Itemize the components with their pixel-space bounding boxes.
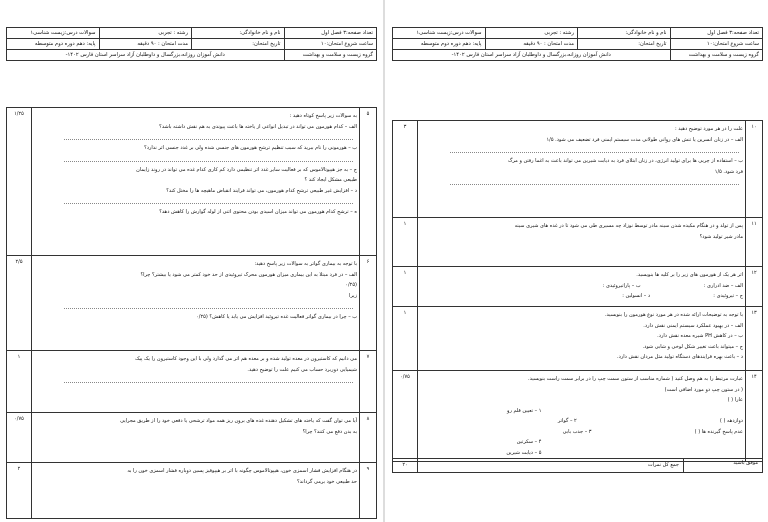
question-number: ۷ <box>360 351 377 413</box>
question-item: زیرا <box>349 292 357 299</box>
question-number: ۱۰ <box>746 121 763 218</box>
header-field: رشته : تجربی <box>99 28 192 39</box>
header-start: ساعت شروع امتحان:۱۰ <box>670 39 763 50</box>
match-right-item: ۵ – دیابت شیرین <box>506 449 542 456</box>
question-number: ۵ <box>360 108 377 256</box>
question-13 <box>392 306 763 371</box>
header-duration: مدت امتحان : ۹۰ دقیقه <box>485 39 578 50</box>
question-body <box>32 413 360 463</box>
question-5 <box>6 107 377 256</box>
question-score: ۰/۷۵ <box>393 371 418 462</box>
question-text: پس از تولد و در هنگام مکیده شدن سینه مادر توسط نوزاد چه مسیری طی می شود تا در غده های شیری سینه <box>514 223 743 229</box>
question-6 <box>6 255 377 351</box>
header-field: رشته : تجربی <box>485 28 578 39</box>
question-text: در هنگام افزایش فشار اسمزی خون، هیپوتالاموس چگونه با اثر بر هیپوفیز پسین دوباره فشار اسمزی خون را به <box>127 468 357 474</box>
match-row <box>420 416 743 427</box>
header-subject: سوالات درس:زیست شناسی۱ <box>7 28 100 39</box>
match-right-item: ۴ – سکرتین <box>516 439 542 445</box>
question-item: الف – ضد ادراری : <box>703 282 743 289</box>
match-left-item: عدم پاسخ گیرنده ها ( ) <box>694 428 743 435</box>
header-audience: دانش آموزان روزانه،بزرگسال و داوطلبان آزاد سراسر استان فارس ۱۴۰۲- <box>393 50 671 61</box>
question-text: عبارت مرتبط را به هم وصل کنید ( شماره مناسب از ستون سمت چپ را در برابر سمت راست بنویسید. <box>528 376 743 382</box>
exam-page-2 <box>0 0 382 522</box>
question-item: د – باعث بهره فرایندهای دستگاه تولید مثل مردان نقش دارد. <box>617 354 743 360</box>
question-item: ب – پاراتیروئیدی : <box>602 282 641 289</box>
question-score: ۱/۲۵ <box>7 108 32 256</box>
question-text: آیا می توان گفت که یاخته های تشکیل دهنده غده های برون ریز همه مواد ترشحی یا دفعی خود را از طریق مجرایی <box>120 418 357 424</box>
total-score: ۲۰ <box>393 459 418 473</box>
question-7 <box>6 350 377 413</box>
page-separator <box>383 0 385 522</box>
question-row <box>420 281 743 292</box>
match-right-item: ۳ – جذب بابی <box>562 428 592 435</box>
question-score: ۱ <box>393 307 418 371</box>
question-12 <box>392 266 763 307</box>
question-item: ه – ترشح کدام هورمون می تواند میزان اسیدی بودن محتوی اثنی از لوله گوارش را کاهش دهد؟ <box>159 209 357 215</box>
question-item: طبیعی مشکل ایجاد کند ؟ <box>304 177 357 183</box>
question-item: ج – تیروئیدی : <box>713 293 743 299</box>
question-body <box>418 218 746 267</box>
question-score: ۰/۷۵ <box>7 413 32 463</box>
question-text: با توجه به توضیحات ارائه شده در هر مورد نوع هورمون را بنویسید. <box>604 312 743 318</box>
match-right-item: ۱ – تعیین قلم رو <box>507 407 542 414</box>
question-text: اثر هر یک از هورمون های زیر را بر کلیه ها بنویسید. <box>636 272 743 278</box>
answer-line[interactable] <box>450 145 739 153</box>
question-item: ب – چرا در بیماری گواتر فعالیت غده تیروئید افزایش می یابد یا کاهش؟ (۰/۲۵ <box>196 314 357 320</box>
total-label: جمع کل نمرات <box>647 462 679 468</box>
question-text: می دانیم که کاستیرون در معده تولید شده و بر معده هم اثر می گذارد ولی با این وجود کاستیرون را یک پیک <box>135 356 357 362</box>
match-row <box>420 395 743 406</box>
question-item: ب – استفاده از چربی ها برای تولید انرژی، در زنان ابتلای فرد به دیابت شیرین می تواند باعث به اغما رفتن و مرگ <box>507 158 743 164</box>
answer-line[interactable] <box>450 177 739 185</box>
header-grade: پایه: دهم دوره دوم متوسطه <box>393 39 486 50</box>
question-body <box>418 307 746 371</box>
question-note: ( در ستون چپ دو مورد اضافی است) <box>664 386 743 393</box>
answer-line[interactable] <box>64 375 353 383</box>
question-number: ۶ <box>360 256 377 351</box>
question-item: الف – در بهبود عملکرد سیستم ایمنی نقش دارد. <box>643 322 743 329</box>
header-grade: پایه: دهم دوره دوم متوسطه <box>7 39 100 50</box>
header-date: تاریخ امتحان: <box>578 39 671 50</box>
question-number: ۹ <box>360 463 377 519</box>
question-body <box>32 108 360 256</box>
question-score: ۱ <box>7 351 32 413</box>
question-text: حد طبیعی خود برمی گرداند؟ <box>297 478 357 485</box>
header-date: تاریخ امتحان: <box>192 39 285 50</box>
question-number: ۱۴ <box>746 371 763 462</box>
question-text: با توجه به بیماری گواتر به سوالات زیر پاسخ دهید: <box>254 261 357 267</box>
question-score: ۲ <box>7 463 32 519</box>
question-item: د – افزایش غیر طبیعی ترشح کدام هورمون، می تواند فرایند انقباض ماهیچه ها را مختل کند؟ <box>166 187 357 194</box>
answer-line[interactable] <box>64 132 353 140</box>
match-row <box>420 406 743 417</box>
question-body <box>32 351 360 413</box>
answer-line[interactable] <box>64 196 353 204</box>
question-item: ب – در کاهش PH شیره معده نقش دارد. <box>657 333 743 339</box>
question-body <box>32 256 360 351</box>
question-score: ۲/۵ <box>7 256 32 351</box>
question-text: شیمیایی دوربرد حساب می کنیم علت را توضیح دهید. <box>247 366 357 373</box>
question-item: الف – کدام هورمون می تواند در تبدیل انواعی از یاخته ها باعث پیوندی به هم نقش داشته باشد؟ <box>159 123 357 130</box>
question-text: علت را در هر مورد توضیح دهید : <box>674 126 743 132</box>
question-8 <box>6 412 377 463</box>
match-row <box>420 448 743 459</box>
question-number: ۱۳ <box>746 307 763 371</box>
question-body <box>418 121 746 218</box>
question-14 <box>392 370 763 462</box>
question-row <box>420 291 743 302</box>
question-item: ب – هورمونی را نام ببرید که سبب تنظیم ترشح هورمون های جنسی شده ولی بر غدد جنسی اثر ندارد؟ <box>144 145 357 151</box>
question-11 <box>392 217 763 267</box>
match-row <box>420 427 743 438</box>
question-text: به سوالات زیر پاسخ کوتاه دهید : <box>289 113 357 119</box>
answer-line[interactable] <box>64 154 353 162</box>
question-number: ۸ <box>360 413 377 463</box>
total-row <box>392 458 763 473</box>
question-score: ۱ <box>393 267 418 307</box>
good-luck-text: موفق باشید <box>684 459 763 473</box>
match-left-item: عارا ( ) <box>727 397 743 403</box>
exam-header <box>6 27 377 61</box>
question-number: ۱۱ <box>746 218 763 267</box>
question-10 <box>392 120 763 218</box>
total-body <box>418 459 684 473</box>
question-9 <box>6 462 377 519</box>
answer-line[interactable] <box>64 301 353 309</box>
question-number: ۱۲ <box>746 267 763 307</box>
question-item: ج – به جز هیپوتالاموس که بر فعالیت سایر غدد اثر تنظیمی دارد کم کاری کدام غده می تواند در روند زایمان <box>136 166 357 173</box>
exam-header <box>392 27 763 61</box>
exam-page-1 <box>386 0 768 522</box>
question-score: ۱ <box>393 218 418 267</box>
header-pages: تعداد صفحه:۳ فصل اول <box>284 28 377 39</box>
header-name: نام و نام خانوادگی: <box>578 28 671 39</box>
question-item: د – انسولین : <box>622 293 651 299</box>
question-item: الف – در زنان انسرین یا تنش های روانی طولانی مدت سیستم ایمنی فرد تضعیف می شود. ۱/۵ <box>546 136 743 143</box>
question-item: الف – در فرد مبتلا به این بیماری میزان هورمون محرک تیروئیدی از حد خود کمتر می شود یا بیشتر؟ چرا؟ <box>140 271 357 278</box>
header-start: ساعت شروع امتحان:۱۰ <box>284 39 377 50</box>
question-body <box>32 463 360 519</box>
question-item: (۰/۲۵ <box>345 282 357 288</box>
header-name: نام و نام خانوادگی: <box>192 28 285 39</box>
match-right-item: ۲ – گواتر <box>557 418 577 424</box>
question-score: ۳ <box>393 121 418 218</box>
header-audience: دانش آموزان روزانه،بزرگسال و داوطلبان آزاد سراسر استان فارس ۱۴۰۲- <box>7 50 285 61</box>
match-left-item: دوازدهه ( ) <box>719 418 743 424</box>
header-group: گروه زیست و سلامت و بهداشت <box>670 50 763 61</box>
question-body <box>418 371 746 462</box>
question-body <box>418 267 746 307</box>
question-item: فرد شود. ۱/۵ <box>714 168 743 175</box>
question-text: به بدن دفع می کنند؟ چرا؟ <box>302 428 357 435</box>
header-group: گروه زیست و سلامت و بهداشت <box>284 50 377 61</box>
question-item: ج – میتواند باعث تغییر شکل لوخی و شابی شود. <box>642 343 743 350</box>
header-pages: تعداد صفحه:۳ فصل اول <box>670 28 763 39</box>
header-duration: مدت امتحان : ۹۰ دقیقه <box>99 39 192 50</box>
match-row <box>420 437 743 448</box>
question-text: مادر شیر تولید شود؟ <box>699 233 743 240</box>
header-subject: سوالات درس:زیست شناسی۱ <box>393 28 486 39</box>
